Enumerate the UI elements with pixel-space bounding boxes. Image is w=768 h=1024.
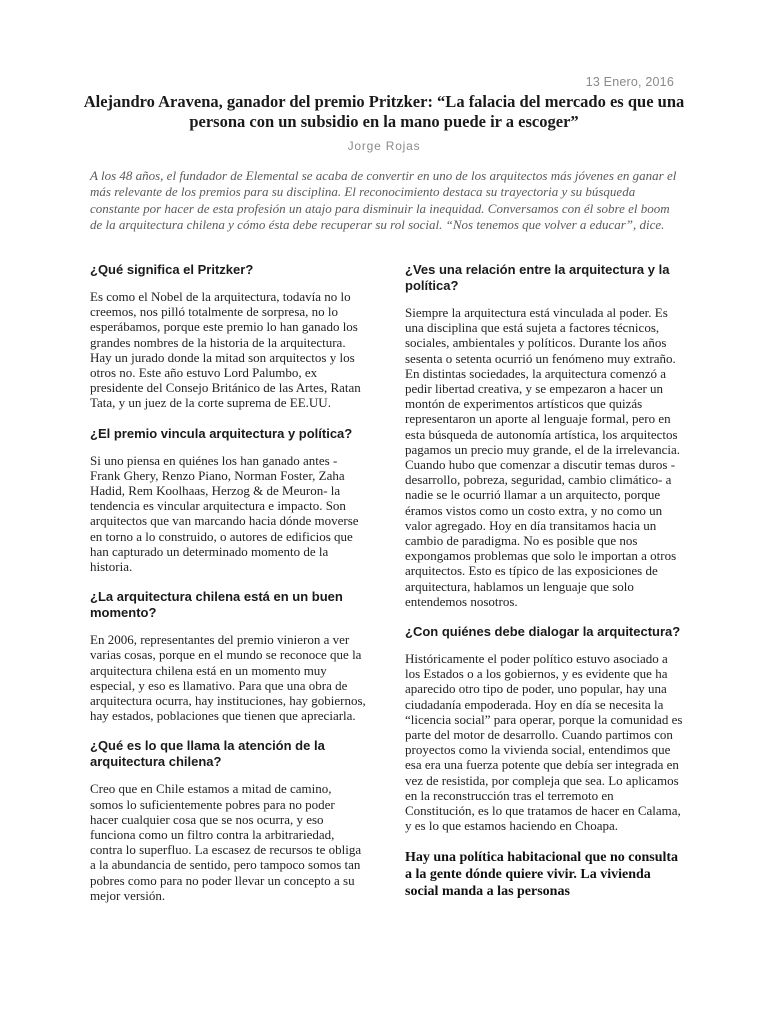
interview-answer: En 2006, representantes del premio vinieron a ver varias cosas, porque en el mundo se reconoce que la arquitectura chilena está en un momento muy especial, y eso es llamativo. Para que una obra de arquitectura ocurra, hay instituciones, hay gobiernos, hay estados, poblaciones que tienen que apreciarla. bbox=[90, 632, 366, 724]
qa-block bbox=[90, 262, 366, 411]
interview-answer: Siempre la arquitectura está vinculada al poder. Es una disciplina que está sujeta a factores técnicos, sociales, ambientales y políticos. Durante los años sesenta o setenta ocurrió un fenómeno muy extraño. En distintas sociedades, la arquitectura comenzó a pedir libertad creativa, y se empezaron a hacer un montón de experimentos artísticos que quizás representaron un aporte al lenguaje formal, pero en esta búsqueda de autonomía artística, los arquitectos pagamos un precio muy grande, el de la irrelevancia. Cuando hubo que comenzar a discutir temas duros - desarrollo, pobreza, seguridad, cambio climático- a nadie se le ocurrió llamar a un arquitecto, porque éramos vistos como un costo extra, y no como un valor agregado. Hoy en día transitamos hacia un cambio de paradigma. No es posible que nos expongamos problemas que solo le importan a otros arquitectos. Esto es típico de las exposiciones de arquitectura, hablamos un lenguaje que solo entendemos nosotros. bbox=[405, 305, 681, 609]
interview-question: ¿El premio vincula arquitectura y política? bbox=[90, 425, 353, 441]
interview-question: ¿Ves una relación entre la arquitectura y la política? bbox=[405, 262, 670, 293]
qa-block bbox=[90, 589, 366, 723]
interview-question: ¿Qué es lo que llama la atención de la arquitectura chilena? bbox=[90, 738, 325, 770]
qa-block bbox=[90, 426, 366, 575]
article-date: 13 Enero, 2016 bbox=[585, 75, 674, 89]
interview-question: ¿Con quiénes debe dialogar la arquitectura? bbox=[405, 624, 681, 640]
qa-block bbox=[90, 738, 366, 903]
left-column bbox=[90, 262, 366, 918]
pull-quote: Hay una política habitacional que no consulta a la gente dónde quiere vivir. La vivienda social manda a las personas bbox=[405, 849, 679, 899]
article-headline: Alejandro Aravena, ganador del premio Pritzker: “La falacia del mercado es que una persona con un subsidio en la mano puede ir a escoger” bbox=[83, 92, 685, 131]
interview-answer: Si uno piensa en quiénes los han ganado antes -Frank Ghery, Renzo Piano, Norman Foster, Zaha Hadid, Rem Koolhaas, Herzog & de Meuron- la tendencia es vincular arquitectura e impacto. Son arquitectos que van marcando hacia dónde moverse en torno a lo construido, o autores de edificios que han capturado un determinado momento de la historia. bbox=[90, 452, 359, 575]
qa-block bbox=[405, 262, 683, 609]
interview-answer: Creo que en Chile estamos a mitad de camino, somos lo suficientemente pobres para no poder hacer cualquier cosa que se nos ocurra, y eso funciona como un filtro contra la arbitrariedad, contra lo superfluo. La escasez de recursos te obliga a la abundancia de sentido, pero tampoco somos tan pobres como para no poder llevar un concepto a su mejor versión. bbox=[90, 781, 362, 903]
interview-question: ¿Qué significa el Pritzker? bbox=[90, 262, 254, 277]
article-lead: A los 48 años, el fundador de Elemental se acaba de convertir en uno de los arquitectos más jóvenes en ganar el más relevante de los premios para su disciplina. El reconocimiento destaca su trayectoria y su búsqueda constante por hacer de esta profesión un atajo para disminuir la inequidad. Conversamos con él sobre el boom de la arquitectura chilena y cómo ésta debe recuperar su rol social. “Nos tenemos que volver a educar”, dice. bbox=[90, 168, 677, 232]
interview-answer: Es como el Nobel de la arquitectura, todavía no lo creemos, nos pilló totalmente de sorpresa, no lo esperábamos, porque este premio lo han ganado los grandes nombres de la historia de la arquitectura. Hay un jurado donde la mitad son arquitectos y los otros no. Este año estuvo Lord Palumbo, ex presidente del Consejo Británico de las Artes, Ratan Tata, y un juez de la corte suprema de EE.UU. bbox=[90, 289, 361, 411]
interview-answer: Históricamente el poder político estuvo asociado a los Estados o a los gobiernos, y es evidente que ha aparecido otro tipo de poder, uno popular, hay una ciudadanía empoderada. Hoy en día se necesita la “licencia social” para operar, porque la comunidad es parte del motor de desarrollo. Cuando partimos con proyectos como la vivienda social, entendimos que esa era una fuerza potente que debía ser integrada en vez de resistida, por compleja que sea. Lo aplicamos en la reconstrucción tras el terremoto en Constitución, es lo que tratamos de hacer en Calama, y es lo que estamos haciendo en Choapa. bbox=[405, 651, 683, 834]
article-author: Jorge Rojas bbox=[347, 139, 421, 153]
qa-block bbox=[405, 624, 683, 833]
interview-question: ¿La arquitectura chilena está en un buen momento? bbox=[90, 589, 343, 621]
right-column bbox=[405, 262, 683, 900]
